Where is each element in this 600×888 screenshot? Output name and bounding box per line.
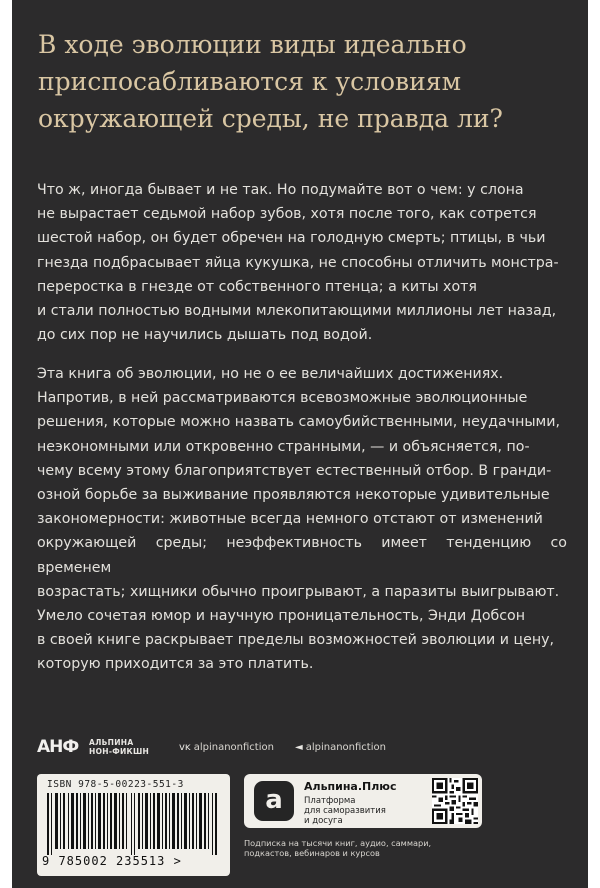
publisher-name-line1: АЛЬПИНА <box>89 738 134 747</box>
barcode-icon <box>47 793 222 855</box>
vk-handle: alpinanonfiction <box>193 742 274 753</box>
isbn-text: ISBN 978-5-00223-551-3 <box>47 779 184 790</box>
headline: В ходе эволюции виды идеально приспосабливаются к условиям окружающей среды, не правда ли? <box>38 30 503 133</box>
qr-code-icon <box>432 778 478 824</box>
publisher-bar <box>37 737 577 761</box>
description-paragraph-2: Эта книга об эволюции, но не о ее величайших достижениях. Напротив, в ней рассматриваются всевозможные эволюционные решения, которые можно назвать самоубийственными, неудачными, неэкономными или откровенно странными, — и объясняется, по- чему всему этому благоприятствует естественный отбор. В гранди- озной борьбе за выживание проявляются некоторые удивительные закономерности: животные всегда немного отстают от изменений окружающей среды; неэффективность имеет тенденцию со временем возрастать; хищники обычно проигрывают, а паразиты выигрывают. Умело сочетая юмор и научную проницательность, Энди Добсон в своей книге раскрывает пределы возможностей эволюции и цену, которую приходится за это платить. <box>37 366 567 673</box>
vk-link <box>179 742 274 753</box>
telegram-link <box>295 742 386 753</box>
alpina-plus-title: Альпина.Плюс <box>304 780 397 793</box>
alpina-plus-description: Платформа для саморазвития и досуга <box>304 796 386 826</box>
barcode-panel <box>37 774 230 876</box>
alpina-plus-app-icon: a <box>254 781 294 821</box>
description-paragraph-1: Что ж, иногда бывает и не так. Но подумайте вот о чем: у слона не вырастает седьмой набор зубов, хотя после того, как сотрется шестой набор, он будет обречен на голодную смерть; птицы, в чьи гнезда подбрасывает яйца кукушка, не способны отличить монстра- переростка в гнезде от собственного птенца; а киты хотя и стали полностью водными млекопитающими миллионы лет назад, до сих пор не научились дышать под водой. <box>37 182 559 344</box>
telegram-icon: ◄ <box>295 742 303 753</box>
alpina-plus-panel <box>244 774 482 828</box>
barcode-digits: 9 785002 235513 > <box>42 854 182 868</box>
vk-icon: ᴠᴋ <box>179 742 191 753</box>
publisher-name-line2: НОН-ФИКШН <box>89 747 150 756</box>
publisher-logo: АНФ <box>37 737 79 757</box>
telegram-handle: alpinanonfiction <box>305 742 386 753</box>
alpina-plus-note: Подписка на тысячи книг, аудио, саммари, подкастов, вебинаров и курсов <box>244 838 432 858</box>
publisher-name <box>89 738 149 756</box>
book-back-cover <box>12 0 588 888</box>
